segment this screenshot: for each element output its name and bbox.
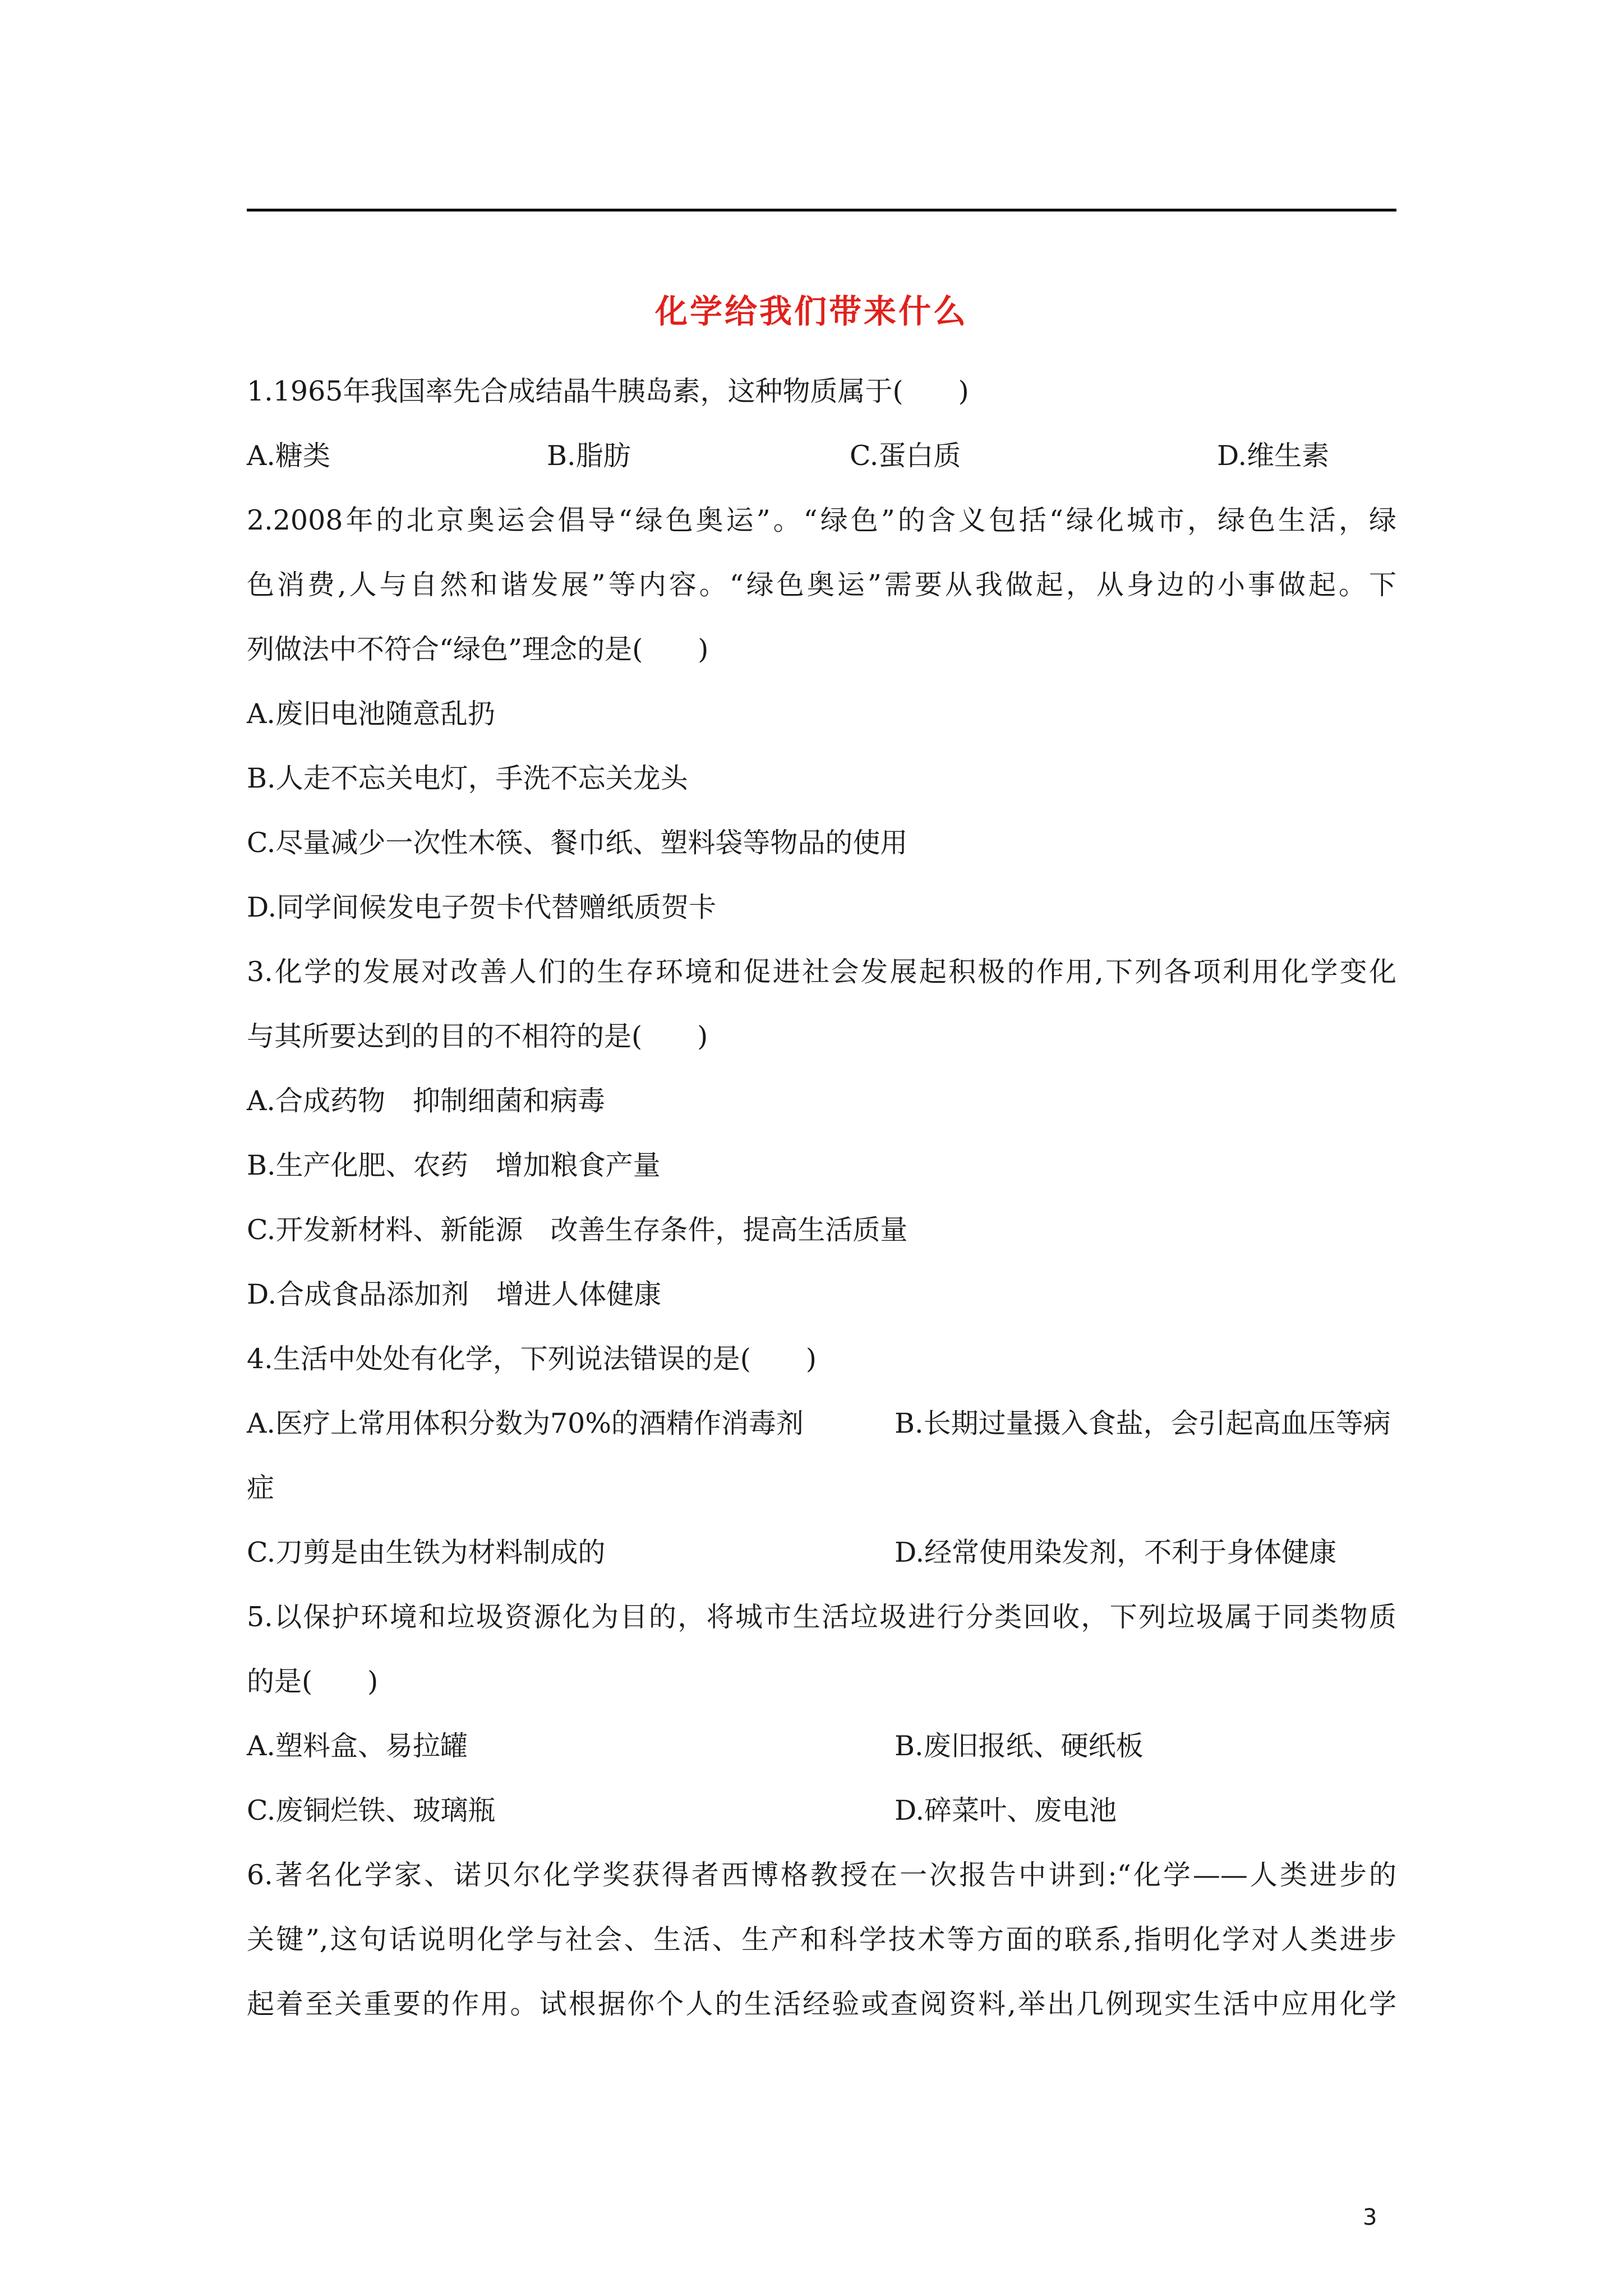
question-3-stem-line-2: 与其所要达到的目的不相符的是( ) (247, 1020, 708, 1052)
question-5-option-d: D.碎菜叶、废电池 (895, 1795, 1117, 1826)
question-body (247, 359, 1396, 2036)
question-5-option-a: A.塑料盒、易拉罐 (247, 1730, 468, 1762)
question-3-option-b: B.生产化肥、农药 增加粮食产量 (247, 1149, 661, 1181)
question-1-option-d: D.维生素 (1217, 440, 1330, 472)
question-4-stem: 4.生活中处处有化学，下列说法错误的是( ) (247, 1343, 817, 1375)
question-2-stem-line-2: 色消费,人与自然和谐发展”等内容。“绿色奥运”需要从我做起，从身边的小事做起。下 (247, 569, 1396, 601)
question-3-stem-line-1: 3.化学的发展对改善人们的生存环境和促进社会发展起积极的作用,下列各项利用化学变化 (247, 956, 1396, 988)
question-4-options-row-2 (247, 1520, 1396, 1585)
question-2-option-a: A.废旧电池随意乱扔 (247, 698, 495, 730)
question-5-options-row-2 (247, 1778, 1396, 1843)
question-5-stem-line-1: 5.以保护环境和垃圾资源化为目的，将城市生活垃圾进行分类回收，下列垃圾属于同类物质 (247, 1601, 1396, 1633)
question-4-option-b-continued: 症 (247, 1472, 275, 1504)
question-4-option-b: B.长期过量摄入食盐，会引起高血压等病 (895, 1407, 1391, 1439)
question-2-option-c: C.尽量减少一次性木筷、餐巾纸、塑料袋等物品的使用 (247, 827, 908, 859)
question-4-options-row-1 (247, 1391, 1396, 1456)
question-6-stem-line-1: 6.著名化学家、诺贝尔化学奖获得者西博格教授在一次报告中讲到:“化学——人类进步的 (247, 1859, 1396, 1891)
question-1-options (247, 424, 1396, 488)
question-3-option-a: A.合成药物 抑制细菌和病毒 (247, 1085, 605, 1117)
question-1-stem: 1.1965年我国率先合成结晶牛胰岛素，这种物质属于( ) (247, 375, 969, 407)
question-3-option-d: D.合成食品添加剂 增进人体健康 (247, 1278, 662, 1310)
question-4-option-d: D.经常使用染发剂，不利于身体健康 (895, 1536, 1337, 1568)
question-5-options-row-1 (247, 1714, 1396, 1778)
question-4-option-a: A.医疗上常用体积分数为70%的酒精作消毒剂 (247, 1407, 804, 1439)
question-5-stem-line-2: 的是( ) (247, 1665, 379, 1697)
document-title: 化学给我们带来什么 (654, 292, 968, 330)
question-1-option-c: C.蛋白质 (850, 440, 961, 472)
question-2-stem-line-3: 列做法中不符合“绿色”理念的是( ) (247, 633, 709, 665)
header-rule (247, 209, 1396, 211)
question-6-stem-line-2: 关键”,这句话说明化学与社会、生活、生产和科学技术等方面的联系,指明化学对人类进步 (247, 1924, 1396, 1955)
question-3-option-c: C.开发新材料、新能源 改善生存条件，提高生活质量 (247, 1214, 908, 1246)
question-2-stem-line-1: 2.2008年的北京奥运会倡导“绿色奥运”。“绿色”的含义包括“绿化城市，绿色生活，绿 (247, 504, 1396, 536)
page-number: 3 (1363, 2205, 1377, 2230)
question-2-option-b: B.人走不忘关电灯，手洗不忘关龙头 (247, 762, 688, 794)
question-6-stem-line-3: 起着至关重要的作用。试根据你个人的生活经验或查阅资料,举出几例现实生活中应用化学 (247, 1988, 1396, 2020)
question-1-option-a: A.糖类 (247, 440, 330, 472)
question-1-option-b: B.脂肪 (547, 440, 631, 472)
question-5-option-c: C.废铜烂铁、玻璃瓶 (247, 1795, 496, 1826)
question-4-option-c: C.刀剪是由生铁为材料制成的 (247, 1536, 606, 1568)
question-5-option-b: B.废旧报纸、硬纸板 (895, 1730, 1144, 1762)
question-2-option-d: D.同学间候发电子贺卡代替赠纸质贺卡 (247, 891, 717, 923)
